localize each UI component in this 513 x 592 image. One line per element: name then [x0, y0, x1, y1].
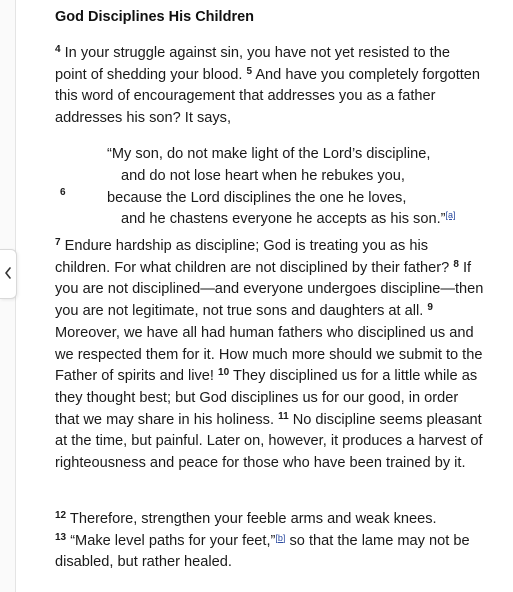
verse-number: 7	[55, 237, 61, 248]
verse-text: “Make level paths for your feet,”	[70, 532, 276, 549]
paragraph-2	[55, 236, 485, 475]
verse-number: 13	[55, 531, 67, 543]
paragraph-3	[55, 509, 485, 574]
poetry-line: and do not lose heart when he rebukes you,	[121, 168, 405, 184]
verse-number: 12	[55, 510, 67, 521]
verse-text: No discipline seems pleasant at the time, but painful. Later on, however, it produces a harvest of righteousness and peace for those who have been trained by it.	[55, 411, 483, 472]
verse-number: 9	[427, 302, 433, 314]
verse-text: so that the lame may not be disabled, but rather healed.	[55, 532, 470, 571]
verse-number: 11	[278, 410, 289, 422]
verse-number: 4	[55, 44, 61, 55]
poetry-line: because the Lord disciplines the one he loves,	[107, 190, 407, 206]
chevron-left-icon	[4, 267, 12, 279]
verse-text: If you are not disciplined—and everyone undergoes discipline—then you are not legitimate, not true sons and daughters at all.	[55, 259, 484, 320]
verse-text: Endure hardship as discipline; God is treating you as his children. For what children are not disciplined by their father?	[55, 238, 450, 276]
verse-number: 8	[453, 258, 459, 270]
footnote-link-a[interactable]: [a]	[445, 210, 456, 220]
verse-number: 6	[60, 187, 66, 198]
paragraph-1	[55, 43, 485, 130]
poetry-line-text: and he chastens everyone he accepts as his son.”	[121, 211, 446, 227]
verse-text: And have you completely forgotten this word of encouragement that addresses you as a father addresses his son? It says,	[55, 66, 481, 127]
verse-text: In your struggle against sin, you have not yet resisted to the point of shedding your blood.	[55, 45, 450, 83]
poetry-line: “My son, do not make light of the Lord’s discipline,	[107, 146, 431, 162]
verse-text: They disciplined us for a little while as they thought best; but God disciplines us for our good, in order that we may share in his holiness.	[55, 368, 478, 428]
verse-number: 10	[218, 367, 230, 379]
verse-number: 5	[246, 65, 253, 77]
poetry-line	[121, 208, 456, 230]
verse-text: Therefore, strengthen your feeble arms and weak knees.	[69, 511, 437, 527]
verse-text: Moreover, we have all had human fathers who disciplined us and we respected them for it. How much more should we submit to the Father of spirits and live!	[55, 324, 483, 385]
footnote-link-b[interactable]: [b]	[275, 532, 286, 543]
back-button[interactable]	[0, 249, 17, 299]
section-heading: God Disciplines His Children	[55, 9, 255, 25]
